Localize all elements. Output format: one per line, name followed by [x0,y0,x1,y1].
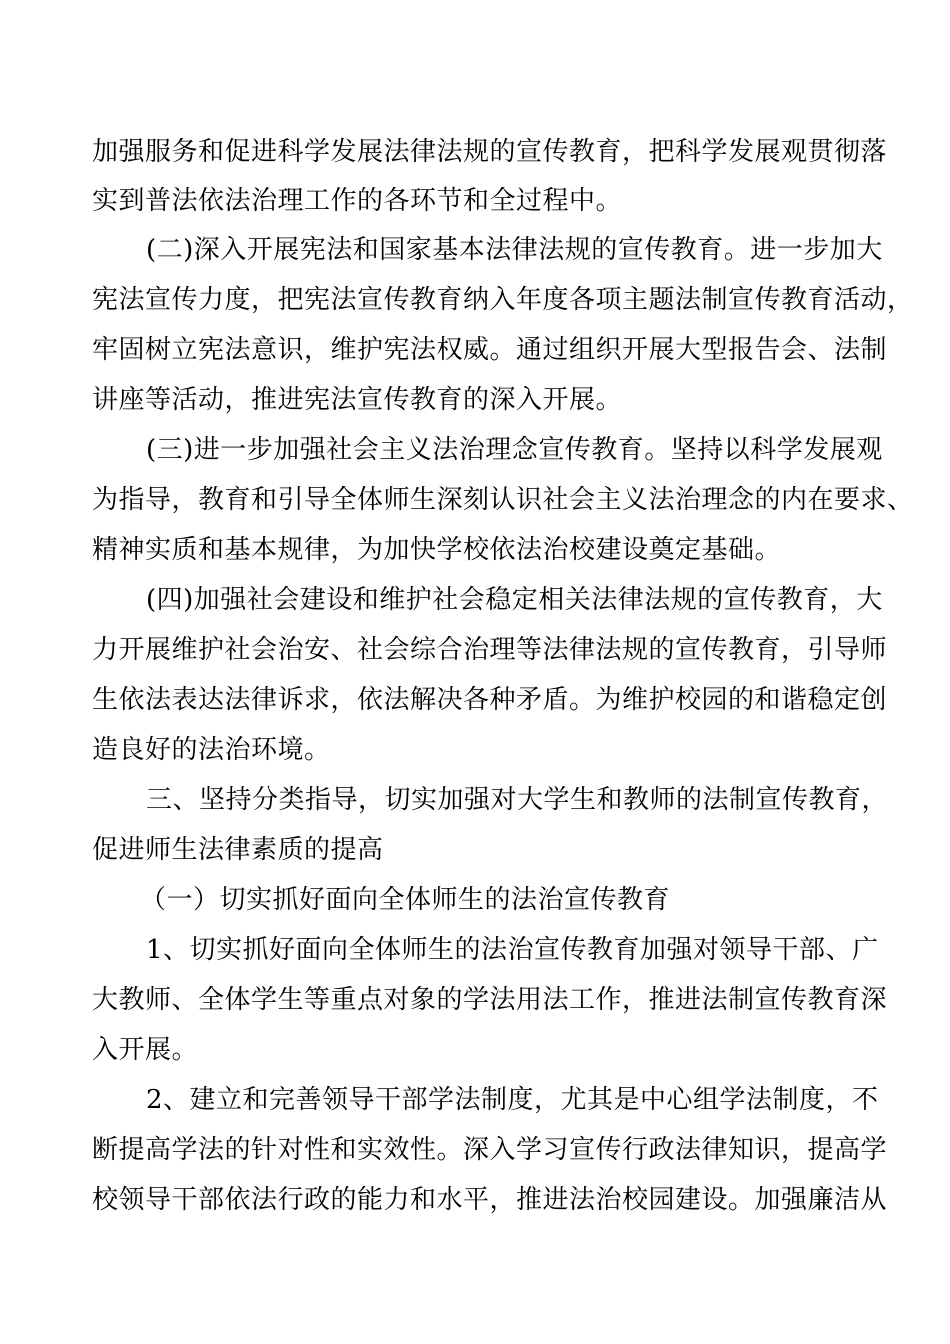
text-line: 生依法表达法律诉求，依法解决各种矛盾。为维护校园的和谐稳定创 [92,685,888,715]
text-line: 1、切实抓好面向全体师生的法治宣传教育加强对领导干部、广 [146,935,879,965]
text-line: 断提高学法的针对性和实效性。深入学习宣传行政法律知识，提高学 [92,1135,888,1165]
text-line: 牢固树立宪法意识，维护宪法权威。通过组织开展大型报告会、法制 [92,335,888,365]
text-line: 造良好的法治环境。 [92,735,331,765]
text-line: 大教师、全体学生等重点对象的学法用法工作，推进法制宣传教育深 [92,985,888,1015]
text-line: 加强服务和促进科学发展法律法规的宣传教育，把科学发展观贯彻落 [92,137,888,167]
text-line: 力开展维护社会治安、社会综合治理等法律法规的宣传教育，引导师 [92,635,888,665]
section-heading: 三、坚持分类指导，切实加强对大学生和教师的法制宣传教育， [146,785,889,815]
text-line: 为指导，教育和引导全体师生深刻认识社会主义法治理念的内在要求、 [92,485,914,515]
text-line: (三)进一步加强社会主义法治理念宣传教育。坚持以科学发展观 [146,435,883,465]
text-line: 入开展。 [92,1035,199,1065]
text-line: (四)加强社会建设和维护社会稳定相关法律法规的宣传教育，大 [146,585,883,615]
text-line: 2、建立和完善领导干部学法制度，尤其是中心组学法制度，不 [146,1085,879,1115]
subsection-heading: （一）切实抓好面向全体师生的法治宣传教育 [140,885,671,915]
text-line: 讲座等活动，推进宪法宣传教育的深入开展。 [92,385,623,415]
section-heading: 促进师生法律素质的提高 [92,835,384,865]
text-line: 精神实质和基本规律，为加快学校依法治校建设奠定基础。 [92,535,782,565]
text-line: 校领导干部依法行政的能力和水平，推进法治校园建设。加强廉洁从 [92,1185,888,1215]
text-line: 宪法宣传力度，把宪法宣传教育纳入年度各项主题法制宣传教育活动， [92,285,914,315]
text-line: 实到普法依法治理工作的各环节和全过程中。 [92,186,623,216]
text-line: (二)深入开展宪法和国家基本法律法规的宣传教育。进一步加大 [146,235,883,265]
